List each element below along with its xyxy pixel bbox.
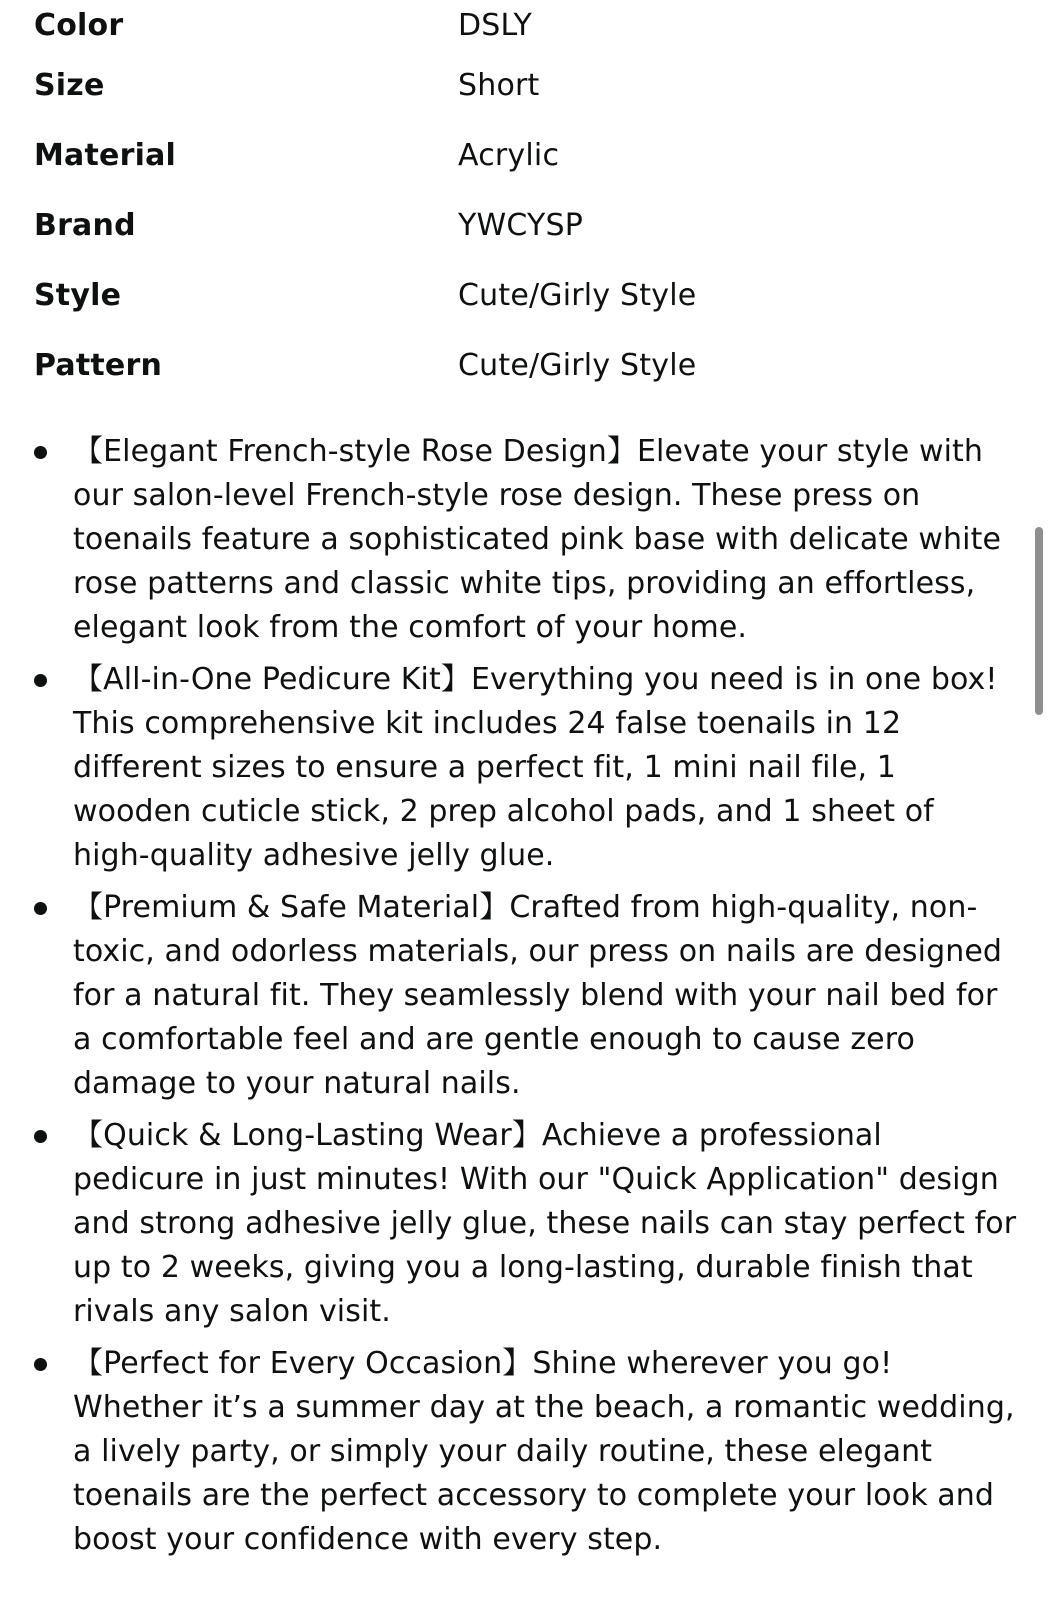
feature-bullet-text: 【Premium & Safe Material】Crafted from high-quality, non-toxic, and odorless materials, our press on nails are designed for a natural fit. They seamlessly blend with your nail bed for a comfortable feel and are gentle enough to cause zero damage to your natural nails. — [73, 890, 1003, 1101]
feature-bullet-text: 【Perfect for Every Occasion】Shine wherever you go! Whether it’s a summer day at the beach, a romantic wedding, a lively party, or simply your daily routine, these elegant toenails are the perfect accessory to complete your look and boost your confidence with every step. — [73, 1346, 1015, 1557]
spec-value: Short — [458, 67, 540, 103]
feature-bullet-list — [0, 430, 1020, 1570]
spec-row-material — [34, 120, 1014, 190]
spec-label: Pattern — [34, 347, 163, 383]
feature-bullet — [0, 1114, 1020, 1334]
bullet-dot-icon — [34, 674, 47, 687]
spec-label: Color — [34, 7, 124, 43]
feature-bullet — [0, 886, 1020, 1106]
spec-value: Cute/Girly Style — [458, 347, 697, 383]
spec-row-brand — [34, 190, 1014, 260]
spec-label: Brand — [34, 207, 136, 243]
bullet-dot-icon — [34, 1358, 47, 1371]
spec-row-size — [34, 50, 1014, 120]
vertical-scrollbar[interactable] — [1035, 527, 1043, 715]
spec-label: Size — [34, 67, 105, 103]
feature-bullet — [0, 430, 1020, 650]
bullet-dot-icon — [34, 446, 47, 459]
bullet-dot-icon — [34, 902, 47, 915]
spec-row-color — [34, 0, 1014, 50]
spec-row-pattern — [34, 330, 1014, 400]
feature-bullet — [0, 1342, 1020, 1562]
feature-bullet-text: 【All-in-One Pedicure Kit】Everything you need is in one box! This comprehensive kit includes 24 false toenails in 12 different sizes to ensure a perfect fit, 1 mini nail file, 1 wooden cuticle stick, 2 prep alcohol pads, and 1 sheet of high-quality adhesive jelly glue. — [73, 662, 998, 873]
feature-bullet-text: 【Elegant French-style Rose Design】Elevate your style with our salon-level French-style rose design. These press on toenails feature a sophisticated pink base with delicate white rose patterns and classic white tips, providing an effortless, elegant look from the comfort of your home. — [73, 434, 1001, 645]
product-specs-table — [34, 0, 1014, 400]
spec-value: YWCYSP — [458, 207, 584, 243]
bullet-dot-icon — [34, 1130, 47, 1143]
feature-bullet-text: 【Quick & Long-Lasting Wear】Achieve a professional pedicure in just minutes! With our "Quick Application" design and strong adhesive jelly glue, these nails can stay perfect for up to 2 weeks, giving you a long-lasting, durable finish that rivals any salon visit. — [73, 1118, 1017, 1329]
spec-label: Material — [34, 137, 176, 173]
spec-row-style — [34, 260, 1014, 330]
feature-bullet — [0, 658, 1020, 878]
spec-value: Cute/Girly Style — [458, 277, 697, 313]
spec-value: Acrylic — [458, 137, 560, 173]
spec-label: Style — [34, 277, 122, 313]
spec-value: DSLY — [458, 7, 532, 43]
